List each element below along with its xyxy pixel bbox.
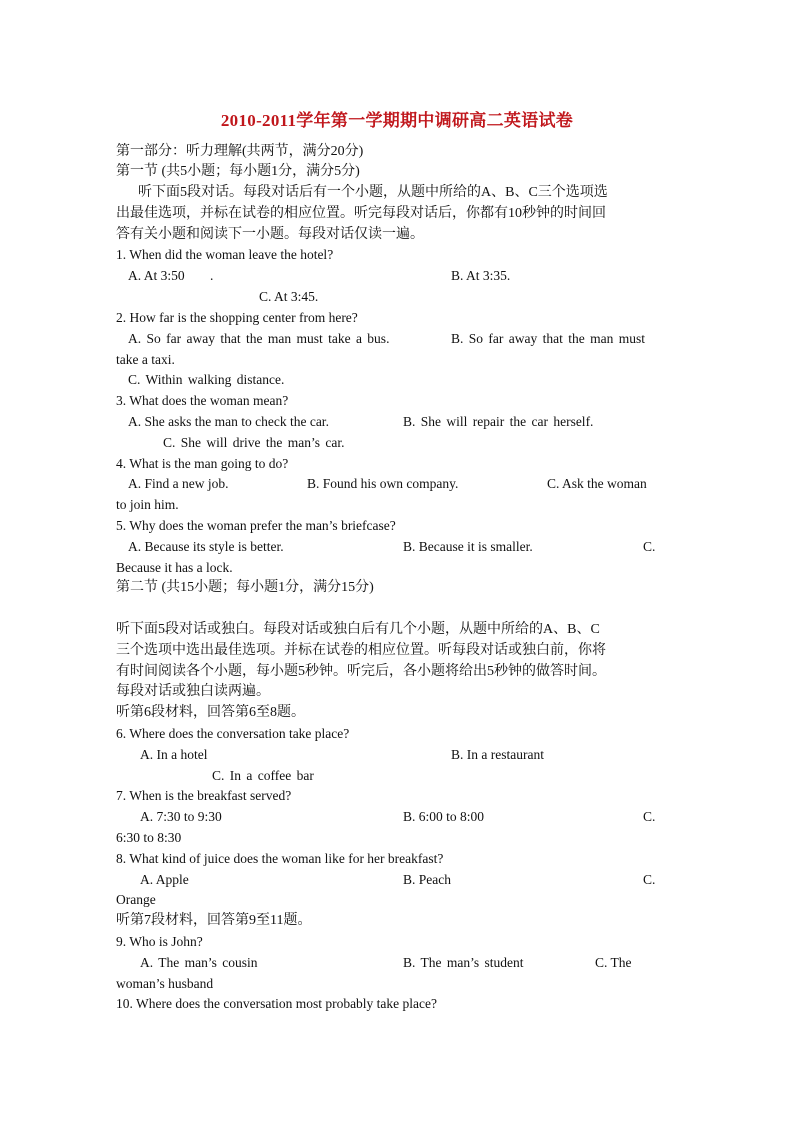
section2-instruction-line: 听下面5段对话或独白。每段对话或独白后有几个小题，从题中所给的A、B、C (116, 622, 600, 637)
option-a: A. In a hotel (140, 747, 208, 762)
option-a: A. She asks the man to check the car. (128, 414, 329, 429)
option-c: C. In a coffee bar (212, 768, 314, 783)
option-a: A. Because its style is better. (128, 539, 284, 554)
option-b: B. Found his own company. (307, 476, 459, 491)
question-stem: 4. What is the man going to do? (116, 456, 289, 471)
stray-dot: . (210, 268, 214, 283)
option-c: C. At 3:45. (259, 289, 319, 304)
option-a: A. At 3:50 (128, 268, 185, 283)
option-b: B. Peach (403, 872, 451, 887)
option-a: A. Find a new job. (128, 476, 229, 491)
option-a: A. So far away that the man must take a bus. (128, 331, 390, 346)
material-note: 听第7段材料，回答第9至11题。 (116, 913, 312, 928)
option-b: B. At 3:35. (451, 268, 511, 283)
option-a: A. Apple (140, 872, 189, 887)
option-b: B. She will repair the car herself. (403, 414, 594, 429)
question-stem: 7. When is the breakfast served? (116, 788, 292, 803)
option-continuation: to join him. (116, 497, 179, 512)
question-stem: 8. What kind of juice does the woman like for her breakfast? (116, 851, 444, 866)
section2-instruction-line: 三个选项中选出最佳选项。并标在试卷的相应位置。听每段对话或独白前，你将 (116, 643, 606, 658)
exam-title: 2010-2011学年第一学期期中调研高二英语试卷 (220, 111, 574, 130)
option-c: C. (643, 539, 656, 554)
question-stem: 10. Where does the conversation most probably take place? (116, 996, 438, 1011)
option-a: A. 7:30 to 9:30 (140, 809, 222, 824)
option-continuation: Orange (116, 892, 156, 907)
option-continuation: 6:30 to 8:30 (116, 830, 182, 845)
section2-instruction-line: 每段对话或独白读两遍。 (116, 684, 270, 699)
question-stem: 3. What does the woman mean? (116, 393, 289, 408)
section2-heading: 第二节 (共15小题；每小题1分，满分15分) (116, 580, 374, 595)
option-c: C. Within walking distance. (128, 372, 285, 387)
section1-instruction-line: 听下面5段对话。每段对话后有一个小题，从题中所给的A、B、C三个选项选 (138, 185, 608, 200)
question-stem: 2. How far is the shopping center from here? (116, 310, 358, 325)
question-stem: 1. When did the woman leave the hotel? (116, 247, 334, 262)
option-c: C. Ask the woman (547, 476, 647, 491)
option-b: B. The man’s student (403, 955, 524, 970)
option-b: B. 6:00 to 8:00 (403, 809, 485, 824)
section1-heading: 第一节 (共5小题；每小题1分，满分5分) (116, 164, 360, 179)
option-c: C. She will drive the man’s car. (163, 435, 345, 450)
question-stem: 9. Who is John? (116, 934, 203, 949)
option-b: B. So far away that the man must (451, 331, 645, 346)
option-b: B. Because it is smaller. (403, 539, 533, 554)
section2-instruction-line: 有时间阅读各个小题，每小题5秒钟。听完后，各小题将给出5秒钟的做答时间。 (116, 664, 606, 679)
option-continuation: woman’s husband (116, 976, 214, 991)
question-stem: 5. Why does the woman prefer the man’s briefcase? (116, 518, 396, 533)
option-continuation: take a taxi. (116, 352, 175, 367)
option-c: C. The (595, 955, 632, 970)
option-b: B. In a restaurant (451, 747, 544, 762)
section1-instruction-line: 答有关小题和阅读下一小题。每段对话仅读一遍。 (116, 227, 424, 242)
question-stem: 6. Where does the conversation take place? (116, 726, 350, 741)
option-continuation: Because it has a lock. (116, 560, 233, 575)
material-note: 听第6段材料，回答第6至8题。 (116, 705, 305, 720)
part1-heading: 第一部分：听力理解(共两节，满分20分) (116, 144, 364, 159)
section1-instruction-line: 出最佳选项，并标在试卷的相应位置。听完每段对话后，你都有10秒钟的时间回 (116, 206, 606, 221)
option-c: C. (643, 872, 656, 887)
option-a: A. The man’s cousin (140, 955, 258, 970)
option-c: C. (643, 809, 656, 824)
